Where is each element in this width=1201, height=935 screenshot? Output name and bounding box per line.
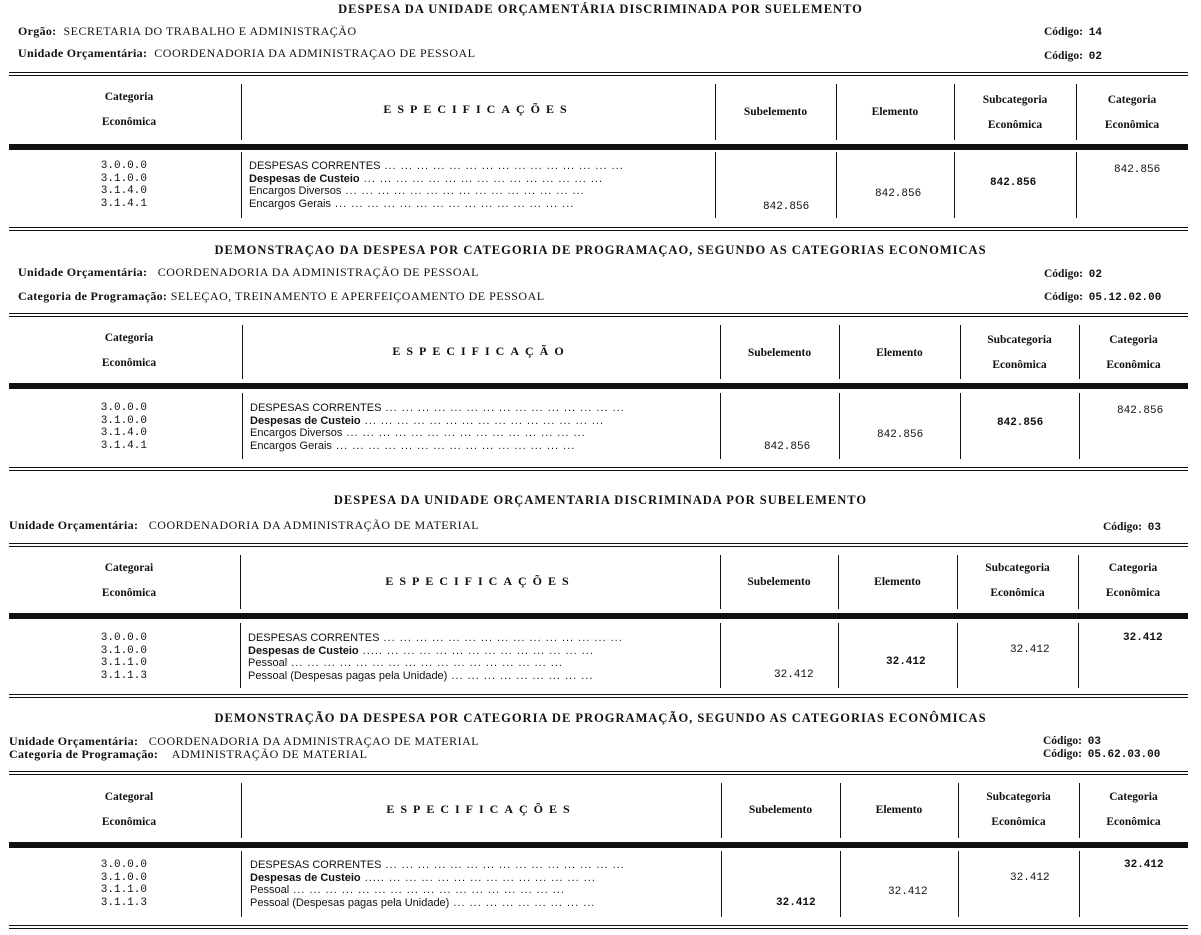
budget-table <box>9 543 1188 703</box>
spec-line: Pessoal (Despesas pagas pela Unidade) <box>248 669 448 682</box>
code-label: Código: <box>1044 26 1083 38</box>
value-subcategoria: 32.412 <box>1010 872 1050 884</box>
code-value: 05.12.02.00 <box>1088 292 1162 304</box>
header-elemento: Elemento <box>875 804 923 816</box>
header-separator <box>9 383 1188 389</box>
unidade-code <box>1043 735 1101 748</box>
header-line: Categoria <box>1107 94 1157 106</box>
account-codes <box>87 632 147 682</box>
header-line: Econômica <box>1106 816 1161 828</box>
table-top-rule <box>9 313 1188 317</box>
unidade-code <box>1103 521 1161 534</box>
header-subcategoria <box>958 785 1079 835</box>
section-title: DESPESA DA UNIDADE ORÇAMENTARIA DISCRIMINADA POR SUBELEMENTO <box>333 493 868 507</box>
code-label: Código: <box>1043 735 1082 747</box>
programacao-value: ADMINISTRAÇÃO DE MATERIAL <box>171 747 368 761</box>
code-label: Código: <box>1044 50 1083 62</box>
programacao-label: Categoria de Programação: <box>18 289 168 303</box>
account-code: 3.1.4.0 <box>100 427 147 439</box>
programacao-code <box>1043 748 1160 761</box>
section-title: DESPESA DA UNIDADE ORÇAMENTÁRIA DISCRIMINADA POR SUELEMENTO <box>338 2 863 16</box>
header-line: Categoria <box>1109 791 1158 803</box>
programacao-label: Categoria de Programação: <box>9 747 159 761</box>
code-value: 14 <box>1088 27 1102 39</box>
value-categoria: 842.856 <box>1114 164 1161 176</box>
header-categoria <box>69 326 189 376</box>
column-divider <box>242 393 243 459</box>
header-categoria-economica <box>1078 556 1188 606</box>
header-especificacoes: ESPECIFICAÇÕES <box>383 102 573 116</box>
budget-table <box>9 313 1188 475</box>
spec-line: Despesas de Custeio <box>248 644 359 657</box>
spec-line: Despesas de Custeio <box>249 172 360 185</box>
account-code: 3.0.0.0 <box>100 402 147 414</box>
column-divider <box>954 152 955 218</box>
header-elemento: Elemento <box>874 576 921 588</box>
code-label: Código: <box>1103 521 1142 533</box>
header-line: Categoria <box>104 91 154 103</box>
orgao-label: Orgão: <box>18 24 57 38</box>
code-value: 03 <box>1147 522 1161 534</box>
header-elemento: Elemento <box>871 106 919 118</box>
code-label: Código: <box>1043 748 1082 760</box>
spec-line: DESPESAS CORRENTES <box>250 402 382 414</box>
code-value: 02 <box>1088 51 1102 63</box>
value-subcategoria: 842.856 <box>997 417 1044 429</box>
value-elemento: 32.412 <box>886 656 926 668</box>
account-code: 3.1.0.0 <box>100 871 147 884</box>
orgao-value: SECRETARIA DO TRABALHO E ADMINISTRAÇÃO <box>63 24 357 38</box>
specification-lines: DESPESAS CORRENTES ... ... ... ... ... ... ... ... ... ... ... ... ... ... ... Despesas de Custeio ... ... ... ... ... ... ... ... ... ... ... ... ... ... ... Encargos Diversos ... ... ... ... ... ... ... ... ... ... ... ... ... ... ... Encargos Gerais ... ... ... ... ... ... ... ... ... ... ... ... ... ... ... <box>249 160 624 210</box>
spec-line: Despesas de Custeio <box>250 414 361 427</box>
header-categoria <box>69 785 189 835</box>
account-codes <box>87 859 147 909</box>
header-line: Econômica <box>990 587 1045 599</box>
account-code: 3.1.1.0 <box>100 657 147 669</box>
value-categoria: 32.412 <box>1124 859 1164 871</box>
account-code: 3.1.1.3 <box>100 896 147 909</box>
header-categoria-economica <box>1079 328 1188 378</box>
header-line: Econômica <box>1106 359 1161 371</box>
spec-line: Pessoal <box>250 884 290 896</box>
specification-lines: DESPESAS CORRENTES ... ... ... ... ... ... ... ... ... ... ... ... ... ... ... Despesas de Custeio ..... ... ... ... ... ... ... ... ... ... ... ... ... ... Pessoal ... ... ... ... ... ... ... ... ... ... ... ... ... ... ... ... ... Pessoal (Despesas pagas pela Unidade) ... ... ... ... ... ... ... ... ... <box>248 632 623 682</box>
header-especificacoes: ESPECIFICAÇÕES <box>386 802 576 816</box>
orgao-line <box>18 24 357 39</box>
table-bottom-rule <box>9 694 1188 698</box>
spec-line: Pessoal <box>248 657 288 669</box>
unidade-value: COORDENADORIA DA ADMINISTRAÇÃO DE PESSOAL <box>157 265 479 279</box>
orgao-code <box>1044 26 1102 39</box>
header-separator <box>9 842 1188 848</box>
value-elemento: 842.856 <box>875 188 922 200</box>
header-line: Econômica <box>101 116 157 128</box>
header-categoria <box>69 85 189 135</box>
header-especificacao: ESPECIFICAÇÃO <box>392 344 570 358</box>
value-subelemento: 842.856 <box>763 201 810 213</box>
column-divider <box>240 623 241 688</box>
account-code: 3.0.0.0 <box>100 859 147 871</box>
column-divider <box>840 851 841 917</box>
header-categoria-economica <box>1079 785 1188 835</box>
column-divider <box>957 623 958 688</box>
header-line: Econômica <box>101 816 157 828</box>
account-code: 3.1.0.0 <box>100 644 147 657</box>
header-line: Categoria <box>104 332 154 344</box>
unidade-value: COORDENADORIA DA ADMINISTRAÇÃO DE MATERIAL <box>148 518 480 532</box>
header-subcategoria <box>957 556 1078 606</box>
column-divider <box>960 393 961 459</box>
header-subelemento: Subelemento <box>747 576 811 588</box>
table-bottom-rule <box>9 227 1188 231</box>
header-line: Subcategoria <box>987 334 1052 346</box>
header-subelemento: Subelemento <box>747 347 812 359</box>
account-code: 3.1.0.0 <box>100 172 147 185</box>
header-line: Subcategoria <box>986 791 1051 803</box>
account-code: 3.1.4.0 <box>100 185 147 197</box>
column-divider <box>838 623 839 688</box>
column-divider <box>715 152 716 218</box>
header-line: Econômica <box>1104 119 1160 131</box>
account-code: 3.1.1.0 <box>100 884 147 896</box>
header-subcategoria <box>954 88 1076 138</box>
account-codes <box>87 160 147 210</box>
spec-line: Encargos Gerais <box>249 197 331 210</box>
column-divider <box>241 851 242 917</box>
value-subelemento: 32.412 <box>776 897 816 909</box>
unidade-label: Unidade Orçamentária: <box>9 518 139 532</box>
section-title: DEMONSTRAÇÃO DA DESPESA POR CATEGORIA DE PROGRAMAÇÃO, SEGUNDO AS CATEGORIAS ECONÔMICAS <box>214 711 987 725</box>
column-divider <box>958 851 959 917</box>
column-divider <box>721 851 722 917</box>
header-line: Econômica <box>101 357 157 369</box>
column-divider <box>836 152 837 218</box>
specification-lines: DESPESAS CORRENTES ... ... ... ... ... ... ... ... ... ... ... ... ... ... ... Despesas de Custeio ... ... ... ... ... ... ... ... ... ... ... ... ... ... ... Encargos Diversos ... ... ... ... ... ... ... ... ... ... ... ... ... ... ... Encargos Gerais ... ... ... ... ... ... ... ... ... ... ... ... ... ... ... <box>250 402 625 452</box>
programacao-line <box>18 289 545 304</box>
section-title: DEMONSTRAÇAO DA DESPESA POR CATEGORIA DE PROGRAMAÇAO, SEGUNDO AS CATEGORIAS ECONOMICAS <box>214 243 987 257</box>
header-especificacoes: ESPECIFICAÇÕES <box>385 574 575 588</box>
code-value: 05.62.03.00 <box>1087 749 1161 761</box>
unidade-line <box>18 46 476 61</box>
header-subelemento: Subelemento <box>748 804 813 816</box>
header-line: Subcategoria <box>985 562 1050 574</box>
header-subcategoria <box>960 328 1079 378</box>
account-code: 3.0.0.0 <box>100 632 147 644</box>
spec-line: Encargos Gerais <box>250 439 332 452</box>
specification-lines: DESPESAS CORRENTES ... ... ... ... ... ... ... ... ... ... ... ... ... ... ... Despesas de Custeio ..... ... ... ... ... ... ... ... ... ... ... ... ... ... Pessoal ... ... ... ... ... ... ... ... ... ... ... ... ... ... ... ... ... Pessoal (Despesas pagas pela Unidade) ... ... ... ... ... ... ... ... ... <box>250 859 625 909</box>
programacao-code <box>1044 291 1161 304</box>
budget-table <box>9 771 1188 933</box>
code-value: 02 <box>1088 269 1102 281</box>
unidade-value: COORDENADORIA DA ADMINISTRAÇAO DE MATERIAL <box>148 734 480 748</box>
spec-line: DESPESAS CORRENTES <box>248 632 380 644</box>
table-bottom-rule <box>9 925 1188 929</box>
table-bottom-rule <box>9 467 1188 471</box>
unidade-line <box>18 265 479 280</box>
header-line: Categoral <box>104 791 154 803</box>
header-line: Categoria <box>1109 334 1158 346</box>
code-label: Código: <box>1044 268 1083 280</box>
code-value: 03 <box>1087 736 1101 748</box>
header-line: Categorai <box>104 562 154 574</box>
header-line: Econômica <box>987 119 1043 131</box>
value-elemento: 842.856 <box>877 429 924 441</box>
column-divider <box>1079 393 1080 459</box>
value-subelemento: 842.856 <box>764 441 811 453</box>
unidade-value: COORDENADORIA DA ADMINISTRAÇAO DE PESSOAL <box>154 46 476 60</box>
header-categoria-economica <box>1076 88 1188 138</box>
header-categoria <box>69 556 189 606</box>
unidade-code <box>1044 268 1102 281</box>
column-divider <box>839 393 840 459</box>
account-code: 3.1.4.1 <box>100 439 147 452</box>
header-line: Categoria <box>1108 562 1158 574</box>
unidade-label: Unidade Orçamentária: <box>18 265 148 279</box>
value-elemento: 32.412 <box>888 886 928 898</box>
column-divider <box>1078 623 1079 688</box>
header-line: Econômica <box>992 359 1047 371</box>
programacao-line <box>9 747 367 762</box>
unidade-label: Unidade Orçamentária: <box>9 734 139 748</box>
code-label: Código: <box>1044 291 1083 303</box>
table-top-rule <box>9 72 1188 76</box>
header-elemento: Elemento <box>876 347 923 359</box>
column-divider <box>720 393 721 459</box>
header-subelemento: Subelemento <box>743 106 808 118</box>
header-separator <box>9 613 1188 619</box>
column-divider <box>241 152 242 218</box>
unidade-code <box>1044 50 1102 63</box>
account-code: 3.1.0.0 <box>100 414 147 427</box>
header-line: Econômica <box>1105 587 1161 599</box>
value-categoria: 32.412 <box>1123 632 1163 644</box>
table-top-rule <box>9 543 1188 547</box>
column-divider <box>1076 152 1077 218</box>
value-subcategoria: 32.412 <box>1010 644 1050 656</box>
spec-line: Encargos Diversos <box>250 427 343 439</box>
unidade-line <box>9 518 479 533</box>
column-divider <box>1079 851 1080 917</box>
value-subelemento: 32.412 <box>774 669 814 681</box>
header-line: Econômica <box>101 587 157 599</box>
spec-line: Despesas de Custeio <box>250 871 361 884</box>
column-divider <box>720 623 721 688</box>
budget-table <box>9 72 1188 234</box>
account-code: 3.0.0.0 <box>100 160 147 172</box>
account-code: 3.1.4.1 <box>100 197 147 210</box>
programacao-value: SELEÇAO, TREINAMENTO E APERFEIÇOAMENTO DE PESSOAL <box>170 289 545 303</box>
header-separator <box>9 144 1188 150</box>
account-code: 3.1.1.3 <box>100 669 147 682</box>
spec-line: Pessoal (Despesas pagas pela Unidade) <box>250 896 450 909</box>
unidade-label: Unidade Orçamentária: <box>18 46 148 60</box>
value-subcategoria: 842.856 <box>990 177 1037 189</box>
table-top-rule <box>9 771 1188 775</box>
header-line: Econômica <box>991 816 1046 828</box>
account-codes <box>87 402 147 452</box>
spec-line: Encargos Diversos <box>249 185 342 197</box>
spec-line: DESPESAS CORRENTES <box>250 859 382 871</box>
header-line: Subcategoria <box>982 94 1048 106</box>
spec-line: DESPESAS CORRENTES <box>249 160 381 172</box>
value-categoria: 842.856 <box>1117 405 1164 417</box>
